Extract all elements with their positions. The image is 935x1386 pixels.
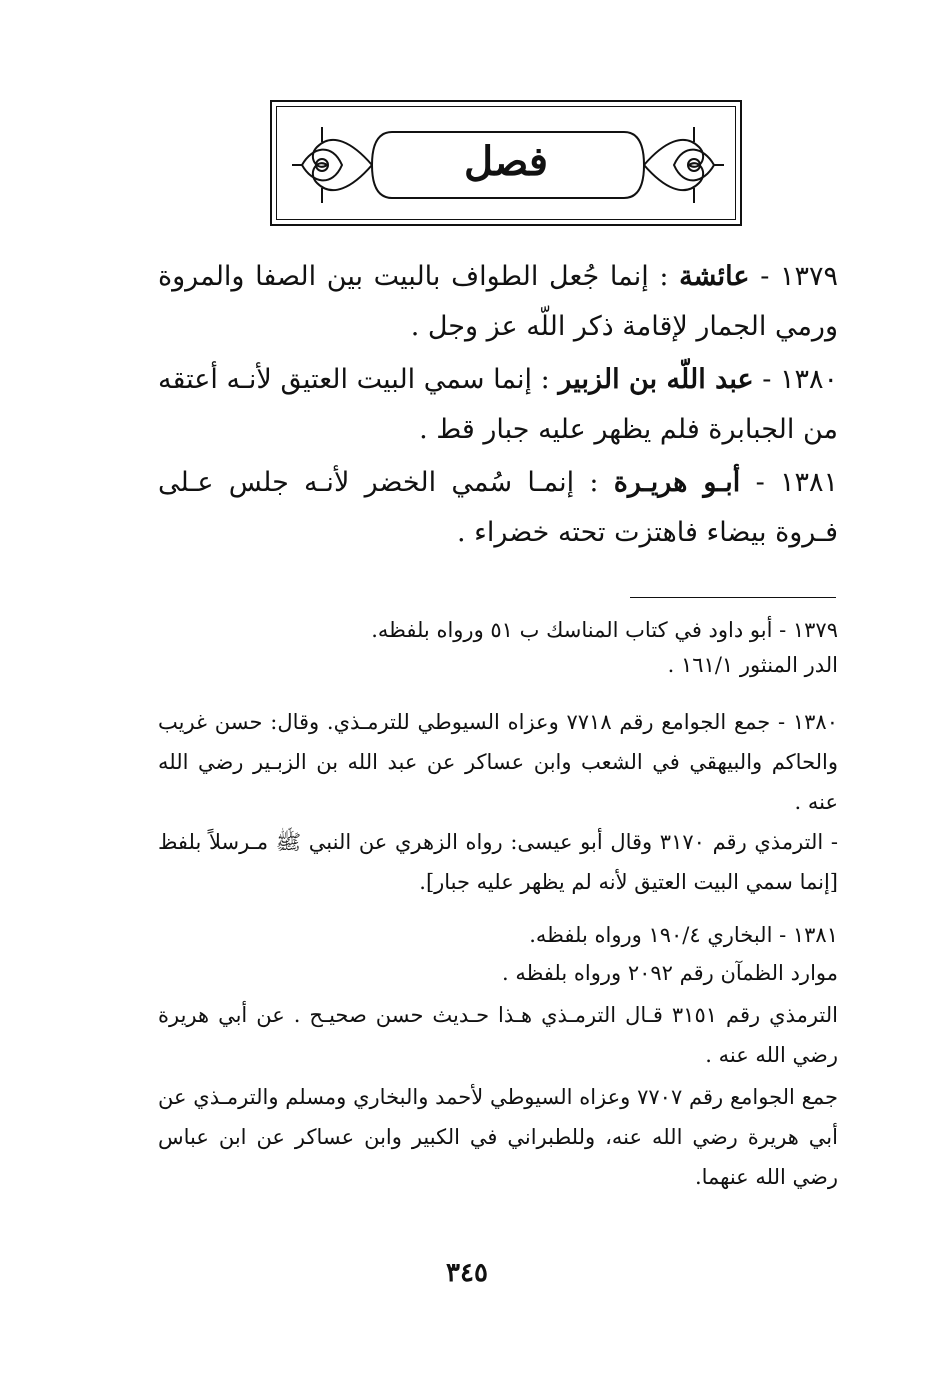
- entry-1380: [158, 355, 838, 455]
- footnote-1381-d: جمع الجوامع رقم ٧٧٠٧ وعزاه السيوطي لأحمد والبخاري ومسلم والترمـذي عن أبي هريرة رضي الله عنه، وللطبراني في الكبير وابن عساكر عن ابن عباس رضي الله عنهما.: [158, 1085, 838, 1189]
- entry-text: : إنما سمي البيت العتيق لأنـه أعتقه من الجبابرة فلم يظهر عليه جبار قط .: [158, 364, 838, 445]
- footnote-1379-b: الدر المنثور ١٦١/١ .: [667, 653, 838, 677]
- chapter-title: فصل: [463, 138, 549, 185]
- entry-number: ١٣٨١ -: [755, 467, 838, 498]
- footnote-1380-a: ١٣٨٠ - جمع الجوامع رقم ٧٧١٨ وعزاه السيوطي للترمـذي. وقال: حسن غريب والحاكم والبيهقي في الشعب وابن عساكر عن عبد الله بن الزبـير رضي الله عنه .: [158, 710, 838, 814]
- footnote-1380-b: - الترمذي رقم ٣١٧٠ وقال أبو عيسى: رواه الزهري عن النبي ﷺ مـرسلاً بلفظ [إنما سمي البيت العتيق لأنه لم يظهر عليه جبار].: [158, 830, 838, 894]
- footnote-1381-a: ١٣٨١ - البخاري ١٩٠/٤ ورواه بلفظه.: [529, 923, 838, 947]
- entry-text: : إنمـا سُمي الخضر لأنـه جلس عـلى فـروة بيضاء فاهتزت تحته خضراء .: [158, 467, 838, 548]
- narrator-name: أبـو هريـرة: [613, 467, 741, 498]
- footnote-1379-a: ١٣٧٩ - أبو داود في كتاب المناسك ب ٥١ ورواه بلفظه.: [371, 618, 838, 642]
- narrator-name: عبد اللّه بن الزبير: [558, 364, 754, 395]
- entry-number: ١٣٨٠ -: [762, 364, 838, 395]
- entry-number: ١٣٧٩ -: [760, 261, 838, 292]
- entry-1381: [158, 458, 838, 558]
- footnote-1381-c: الترمذي رقم ٣١٥١ قـال الترمـذي هـذا حـديث حسن صحيـح . عن أبي هريرة رضي الله عنه .: [158, 1003, 838, 1067]
- footnote-1381-b: موارد الظمآن رقم ٢٠٩٢ ورواه بلفظه .: [501, 961, 838, 985]
- entry-1379: [158, 252, 838, 352]
- page-number: ٣٤٥: [446, 1258, 488, 1288]
- entry-text: : إنما جُعل الطواف بالبيت بين الصفا والمروة ورمي الجمار لإقامة ذكر اللّه عز وجل .: [158, 261, 838, 342]
- footnote-separator: [630, 597, 836, 598]
- narrator-name: عائشة: [679, 261, 750, 292]
